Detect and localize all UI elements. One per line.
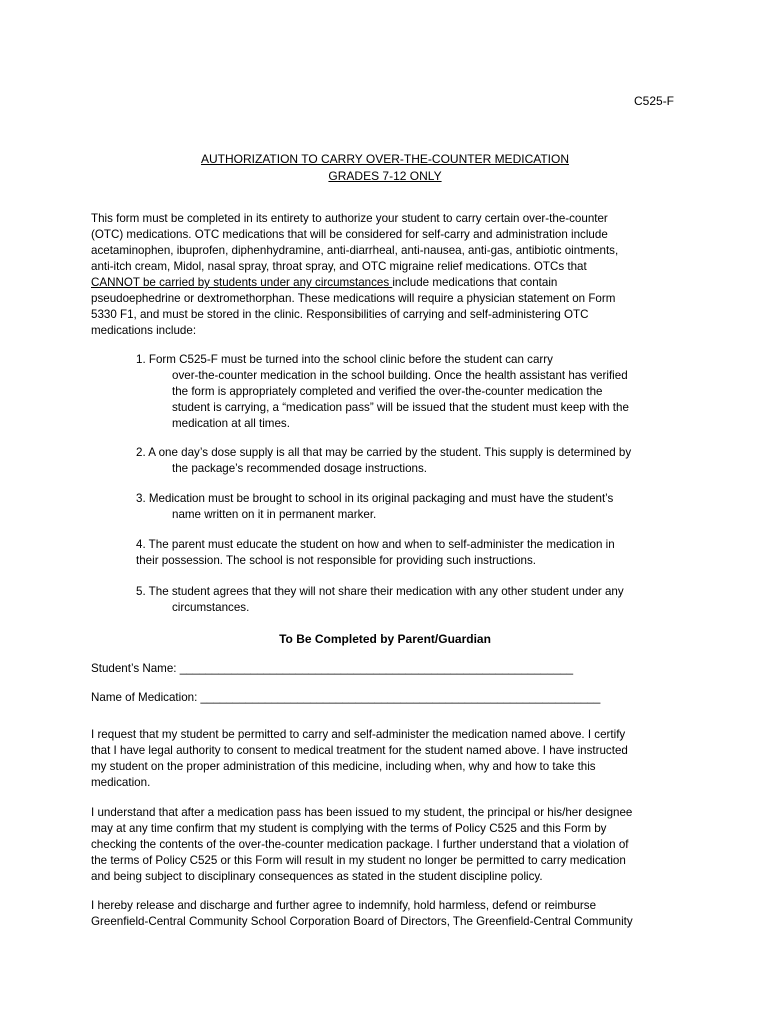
item-line: circumstances. — [172, 601, 250, 614]
student-name-field[interactable]: Student’s Name: _____________________________________________________________ — [91, 662, 574, 675]
cannot-carry-emphasis: CANNOT be carried by students under any circumstances — [91, 276, 393, 289]
item-line: name written on it in permanent marker. — [172, 508, 377, 521]
paragraph-line: that I have legal authority to consent to medical treatment for the student named above. I have instructed — [91, 744, 628, 757]
item-line: their possession. The school is not responsible for providing such instructions. — [136, 554, 536, 567]
paragraph-line: I request that my student be permitted to carry and self-administer the medication named above. I certify — [91, 728, 626, 741]
item-line: 5. The student agrees that they will not share their medication with any other student under any — [136, 585, 624, 598]
item-line: the package’s recommended dosage instructions. — [172, 462, 428, 475]
intro-line: anti-itch cream, Midol, nasal spray, throat spray, and OTC migraine relief medications. OTCs that — [91, 260, 587, 273]
paragraph-line: medication. — [91, 776, 151, 789]
responsibility-item-5 — [136, 584, 696, 616]
item-line: the form is appropriately completed and verified the over-the-counter medication the — [172, 385, 603, 398]
responsibility-item-1 — [136, 352, 696, 432]
responsibility-item-4 — [136, 537, 696, 569]
form-subtitle: GRADES 7-12 ONLY — [328, 169, 442, 183]
item-line: student is carrying, a “medication pass” will be issued that the student must keep with the — [172, 401, 629, 414]
paragraph-line: Greenfield-Central Community School Corporation Board of Directors, The Greenfield-Central Community — [91, 915, 633, 928]
item-line: medication at all times. — [172, 417, 290, 430]
medication-name-field[interactable]: Name of Medication: ______________________________________________________________ — [91, 691, 601, 704]
responsibility-item-3 — [136, 491, 696, 523]
responsibility-item-2 — [136, 445, 696, 477]
paragraph-line: my student on the proper administration of this medicine, including when, why and how to take this — [91, 760, 596, 773]
paragraph-line: and being subject to disciplinary consequences as stated in the student discipline policy. — [91, 870, 543, 883]
paragraph-line: may at any time confirm that my student is complying with the terms of Policy C525 and this Form by — [91, 822, 607, 835]
understanding-paragraph — [91, 805, 691, 885]
item-line: 3. Medication must be brought to school in its original packaging and must have the student’s — [136, 492, 614, 505]
intro-line: medications include: — [91, 324, 197, 337]
intro-line: (OTC) medications. OTC medications that will be considered for self-carry and administration include — [91, 228, 608, 241]
item-line: 1. Form C525-F must be turned into the school clinic before the student can carry — [136, 353, 553, 366]
intro-line: 5330 F1, and must be stored in the clinic. Responsibilities of carrying and self-administering OTC — [91, 308, 589, 321]
form-title: AUTHORIZATION TO CARRY OVER-THE-COUNTER MEDICATION — [200, 152, 570, 166]
item-line: over-the-counter medication in the school building. Once the health assistant has verified — [172, 369, 628, 382]
section-heading: To Be Completed by Parent/Guardian — [279, 632, 491, 646]
paragraph-line: I understand that after a medication pass has been issued to my student, the principal or his/her designee — [91, 806, 633, 819]
release-paragraph — [91, 898, 691, 930]
request-paragraph — [91, 727, 691, 791]
paragraph-line: checking the contents of the over-the-counter medication package. I further understand that a violation of — [91, 838, 629, 851]
intro-line: This form must be completed in its entirety to authorize your student to carry certain over-the-counter — [91, 212, 608, 225]
item-line: 4. The parent must educate the student on how and when to self-administer the medication in — [136, 538, 615, 551]
paragraph-line: I hereby release and discharge and further agree to indemnify, hold harmless, defend or reimburse — [91, 899, 597, 912]
intro-line-rest: include medications that contain — [392, 276, 558, 289]
intro-paragraph — [91, 211, 691, 339]
intro-line — [91, 275, 691, 291]
intro-line: pseudoephedrine or dextromethorphan. These medications will require a physician statement on Form — [91, 292, 616, 305]
intro-line: acetaminophen, ibuprofen, diphenhydramine, anti-diarrheal, anti-nausea, anti-gas, antibiotic ointments, — [91, 244, 619, 257]
item-line: 2. A one day’s dose supply is all that may be carried by the student. This supply is determined by — [136, 446, 632, 459]
form-code: C525-F — [634, 94, 675, 108]
paragraph-line: the terms of Policy C525 or this Form will result in my student no longer be permitted to carry medication — [91, 854, 626, 867]
